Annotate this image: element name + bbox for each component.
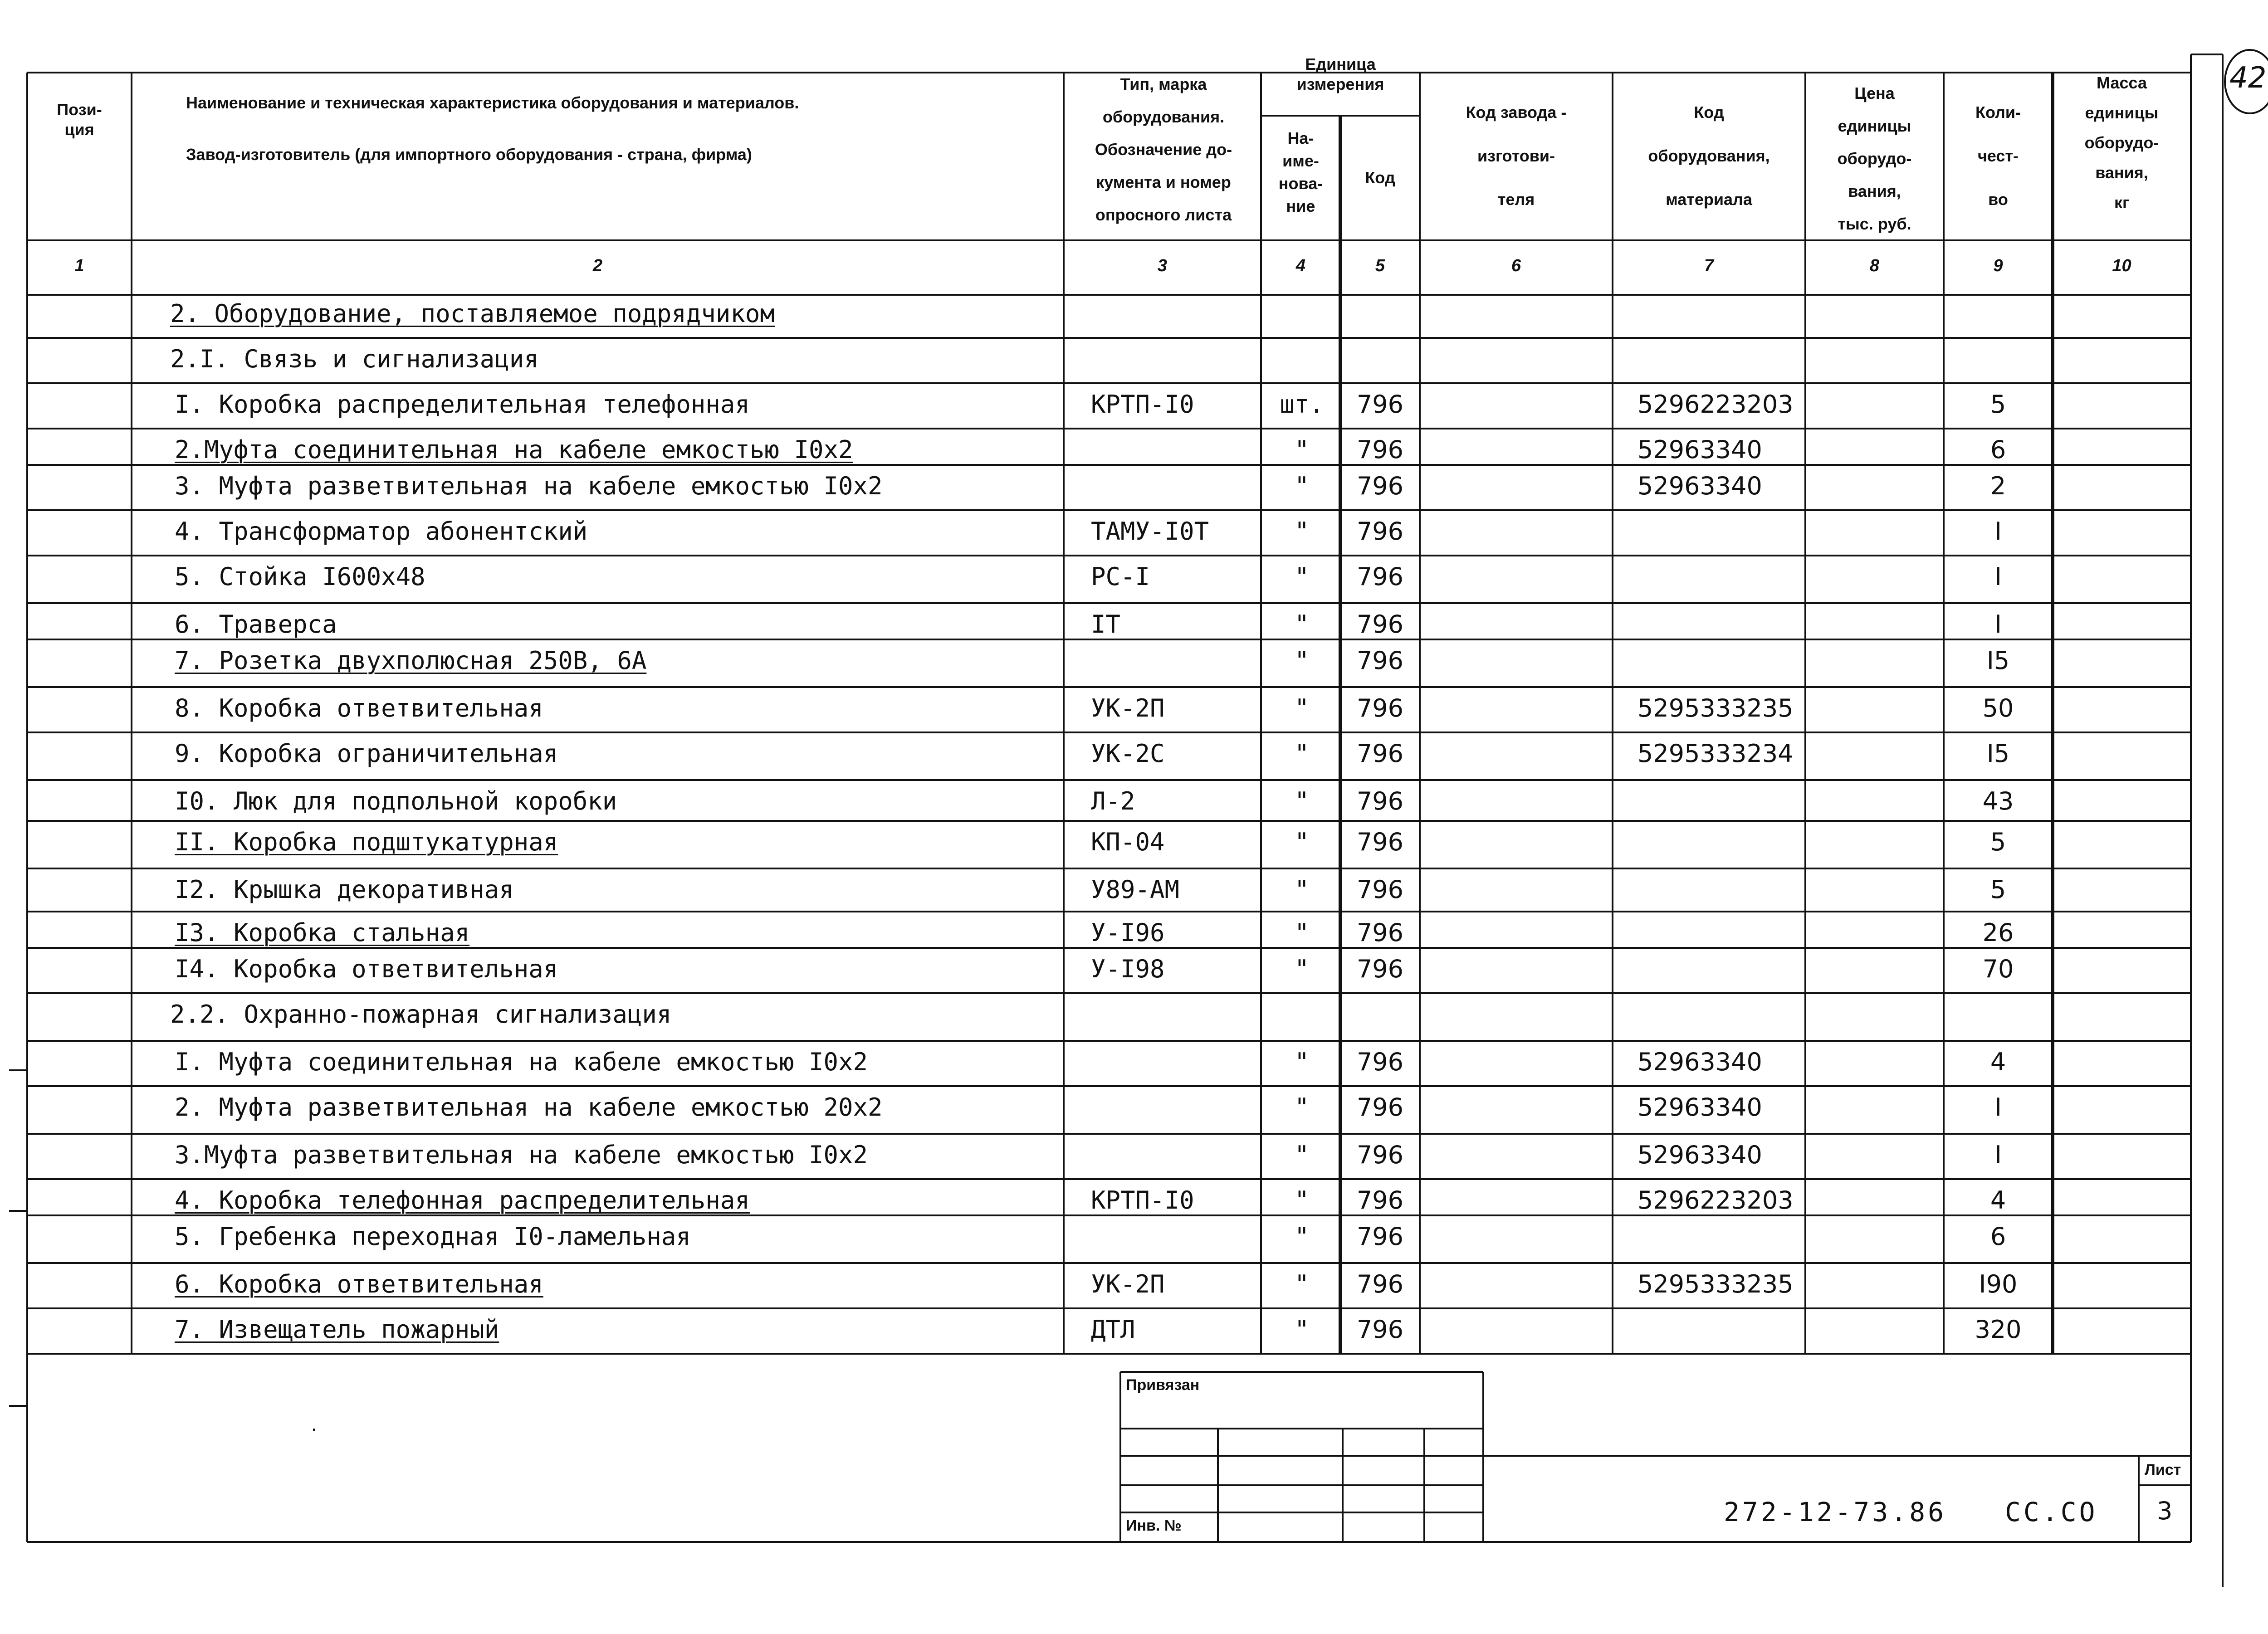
row-material-code: 52963340: [1637, 435, 1762, 464]
row-quantity: 50: [1982, 694, 2014, 722]
row-unit-code: 796: [1356, 918, 1404, 947]
row-name: II. Коробка подштукатурная: [175, 828, 558, 856]
row-unit: ": [1294, 694, 1310, 722]
sheet-label: Лист: [2145, 1461, 2181, 1478]
row-quantity: I: [1994, 610, 2002, 639]
colnum-3: 3: [1157, 256, 1168, 275]
header-unit: Единица измерения: [1296, 55, 1384, 93]
row-type: УК-2П: [1091, 694, 1165, 722]
row-type: РС-I: [1091, 562, 1150, 591]
row-unit-code: 796: [1356, 828, 1404, 856]
row-type: У-I96: [1091, 918, 1165, 947]
row-unit: ": [1294, 918, 1310, 947]
row-type: IT: [1091, 610, 1121, 639]
row-quantity: 6: [1990, 435, 2006, 464]
row-unit: ": [1294, 562, 1310, 591]
row-name: I4. Коробка ответвительная: [175, 955, 558, 983]
row-unit-code: 796: [1356, 955, 1404, 983]
row-unit-code: 796: [1356, 1222, 1404, 1251]
row-unit: ": [1294, 739, 1310, 768]
header-col8: Цена единицы оборудо- вания, тыс. руб.: [1837, 84, 1912, 233]
page-mark: 42: [2229, 61, 2267, 95]
row-material-code: 52963340: [1637, 1093, 1762, 1122]
row-type: У-I98: [1091, 955, 1165, 983]
row-unit-code: 796: [1356, 875, 1404, 904]
row-name: I0. Люк для подпольной коробки: [175, 787, 617, 815]
header-col9: Коли- чест- во: [1975, 103, 2021, 209]
row-type: ТАМУ-I0Т: [1091, 517, 1209, 546]
row-quantity: 43: [1982, 787, 2014, 815]
row-unit: ": [1294, 828, 1310, 856]
row-type: УК-2С: [1091, 739, 1165, 768]
row-name: 6. Коробка ответвительная: [175, 1270, 543, 1298]
row-unit: ": [1294, 1222, 1310, 1251]
row-name: 3.Муфта разветвительная на кабеле емкостью I0х2: [175, 1141, 868, 1169]
row-quantity: I5: [1986, 646, 2010, 675]
row-unit-code: 796: [1356, 390, 1404, 419]
row-unit-code: 796: [1356, 1315, 1404, 1344]
header-col2: Наименование и техническая характеристика оборудования и материалов. Завод-изготовитель (для импортного оборудования - страна, фирма): [186, 93, 799, 164]
row-unit: ": [1294, 517, 1310, 546]
row-material-code: 5295333234: [1637, 739, 1794, 768]
row-quantity: I90: [1979, 1270, 2018, 1298]
row-name: I2. Крышка декоративная: [175, 875, 514, 904]
row-name: 2. Муфта разветвительная на кабеле емкостью 20х2: [175, 1093, 883, 1122]
row-unit: ": [1294, 787, 1310, 815]
row-unit: ": [1294, 435, 1310, 464]
row-unit-code: 796: [1356, 435, 1404, 464]
header-col4: На- име- нова- ние: [1278, 129, 1323, 215]
row-name: I3. Коробка стальная: [175, 918, 470, 947]
doc-number: 272-12-73.86: [1724, 1497, 1947, 1527]
row-type: УК-2П: [1091, 1270, 1165, 1298]
row-material-code: 5296223203: [1637, 1186, 1794, 1215]
row-material-code: 5296223203: [1637, 390, 1794, 419]
row-unit: ": [1294, 1048, 1310, 1076]
sheet-number: 3: [2157, 1497, 2173, 1525]
section-title: 2. Оборудование, поставляемое подрядчиком: [170, 299, 775, 328]
row-unit: шт.: [1280, 390, 1324, 419]
row-unit-code: 796: [1356, 1048, 1404, 1076]
row-type: Л-2: [1091, 787, 1135, 815]
row-name: 6. Траверса: [175, 610, 337, 639]
row-unit-code: 796: [1356, 694, 1404, 722]
row-unit-code: 796: [1356, 517, 1404, 546]
row-type: КП-04: [1091, 828, 1165, 856]
row-unit-code: 796: [1356, 646, 1404, 675]
bound-label: Привязан: [1126, 1376, 1200, 1394]
row-name: I. Коробка распределительная телефонная: [175, 390, 750, 419]
colnum-9: 9: [1993, 256, 2003, 275]
row-quantity: I: [1994, 562, 2002, 591]
row-name: 4. Коробка телефонная распределительная: [175, 1186, 750, 1215]
colnum-6: 6: [1511, 256, 1521, 275]
colnum-4: 4: [1295, 256, 1306, 275]
row-quantity: I: [1994, 517, 2002, 546]
row-name: 2.I. Связь и сигнализация: [170, 345, 539, 373]
row-unit: ": [1294, 875, 1310, 904]
row-material-code: 5295333235: [1637, 694, 1794, 722]
row-unit: ": [1294, 1093, 1310, 1122]
row-unit: ": [1294, 610, 1310, 639]
row-quantity: 4: [1990, 1048, 2006, 1076]
row-name: 7. Извещатель пожарный: [175, 1315, 499, 1344]
stray-dot: [313, 1429, 315, 1431]
row-name: 9. Коробка ограничительная: [175, 739, 558, 768]
row-unit: ": [1294, 1270, 1310, 1298]
header-col7: Код оборудования, материала: [1648, 103, 1770, 209]
header-col1: Пози- ция: [57, 100, 102, 139]
row-unit-code: 796: [1356, 610, 1404, 639]
row-name: I. Муфта соединительная на кабеле емкостью I0х2: [175, 1048, 868, 1076]
row-unit-code: 796: [1356, 739, 1404, 768]
row-unit-code: 796: [1356, 1270, 1404, 1298]
row-quantity: 4: [1990, 1186, 2006, 1215]
row-name: 2.2. Охранно-пожарная сигнализация: [170, 1000, 672, 1029]
row-quantity: 320: [1975, 1315, 2022, 1344]
row-quantity: I5: [1986, 739, 2010, 768]
row-quantity: I: [1994, 1141, 2002, 1169]
row-name: 8. Коробка ответвительная: [175, 694, 543, 722]
row-type: ДТЛ: [1091, 1315, 1135, 1344]
row-unit: ": [1294, 955, 1310, 983]
header-col3: Тип, марка оборудования. Обозначение до- кумента и номер опросного листа: [1095, 75, 1232, 224]
row-quantity: 5: [1990, 390, 2006, 419]
row-type: КРТП-I0: [1091, 1186, 1194, 1215]
row-type: КРТП-I0: [1091, 390, 1194, 419]
row-quantity: 26: [1982, 918, 2014, 947]
colnum-5: 5: [1375, 256, 1385, 275]
row-name: 5. Стойка I600х48: [175, 562, 425, 591]
row-unit-code: 796: [1356, 1141, 1404, 1169]
row-quantity: I: [1994, 1093, 2002, 1122]
colnum-1: 1: [74, 256, 84, 275]
row-unit-code: 796: [1356, 787, 1404, 815]
row-material-code: 52963340: [1637, 1141, 1762, 1169]
row-unit-code: 796: [1356, 562, 1404, 591]
row-material-code: 52963340: [1637, 472, 1762, 500]
row-unit: ": [1294, 1315, 1310, 1344]
row-name: 2.Муфта соединительная на кабеле емкостью I0х2: [175, 435, 853, 464]
row-type: У89-АМ: [1091, 875, 1180, 904]
row-name: 7. Розетка двухполюсная 250В, 6А: [175, 646, 647, 675]
row-material-code: 52963340: [1637, 1048, 1762, 1076]
row-unit: ": [1294, 646, 1310, 675]
inv-label: Инв. №: [1126, 1517, 1182, 1534]
colnum-7: 7: [1704, 256, 1714, 275]
row-quantity: 5: [1990, 828, 2006, 856]
colnum-2: 2: [592, 256, 603, 275]
colnum-8: 8: [1869, 256, 1880, 275]
row-unit: ": [1294, 472, 1310, 500]
row-unit-code: 796: [1356, 1186, 1404, 1215]
header-col5: Код: [1365, 168, 1395, 187]
row-quantity: 6: [1990, 1222, 2006, 1251]
row-name: 4. Трансформатор абонентский: [175, 517, 588, 546]
doc-suffix: СС.СО: [2005, 1497, 2098, 1527]
row-unit-code: 796: [1356, 1093, 1404, 1122]
header-col10: Масса единицы оборудо- вания, кг: [2084, 73, 2159, 212]
row-unit: ": [1294, 1186, 1310, 1215]
row-name: 3. Муфта разветвительная на кабеле емкостью I0х2: [175, 472, 883, 500]
row-unit-code: 796: [1356, 472, 1404, 500]
row-name: 5. Гребенка переходная I0-ламельная: [175, 1222, 691, 1251]
row-quantity: 70: [1982, 955, 2014, 983]
colnum-10: 10: [2112, 256, 2131, 275]
row-quantity: 5: [1990, 875, 2006, 904]
row-material-code: 5295333235: [1637, 1270, 1794, 1298]
header-col6: Код завода - изготови- теля: [1466, 103, 1567, 209]
row-quantity: 2: [1990, 472, 2006, 500]
row-unit: ": [1294, 1141, 1310, 1169]
